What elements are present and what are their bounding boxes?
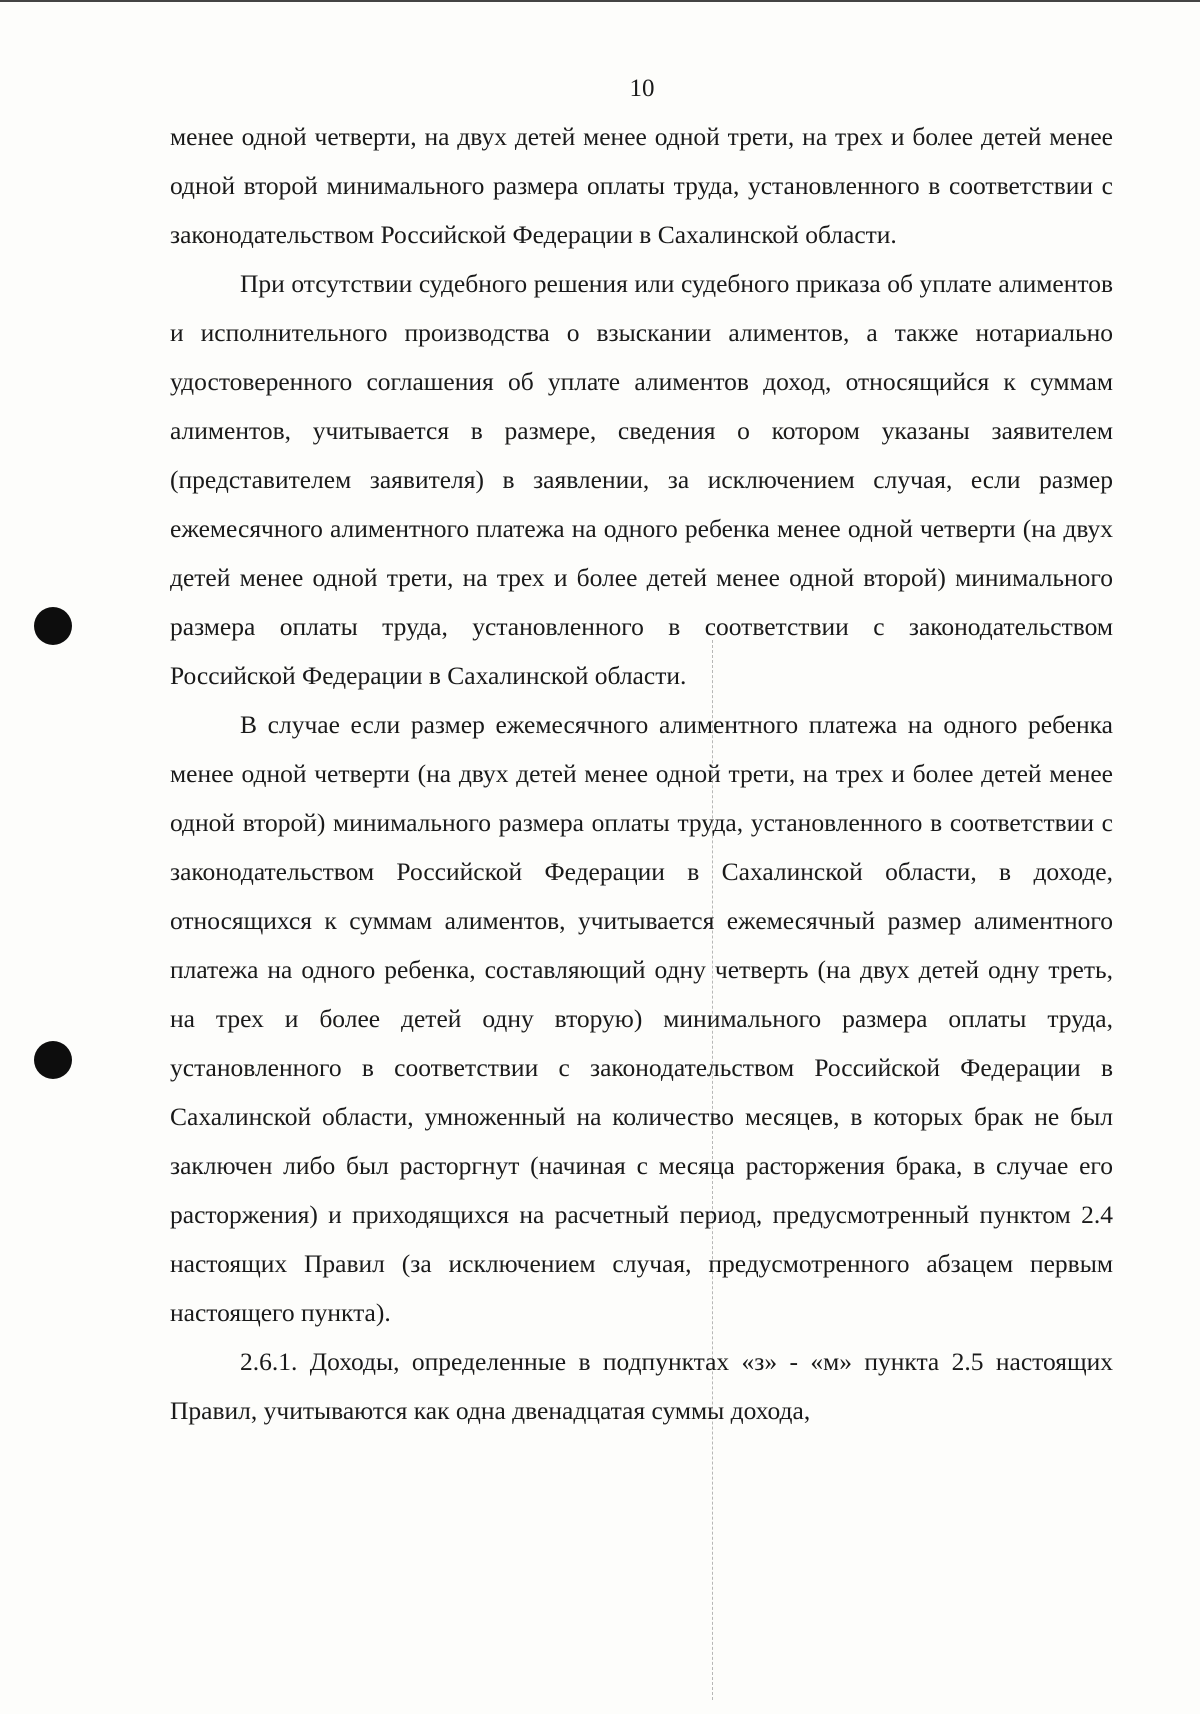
- page-number: 10: [629, 75, 655, 102]
- paragraph-alimony-below-minimum: В случае если размер ежемесячного алиментного платежа на одного ребенка менее одной четверти (на двух детей менее одной трети, на трех и более детей менее одной второй) минимального размера оплаты труда, установленного в соответствии с законодательством Российской Федерации в Сахалинской области, в доходе, относящихся к суммам алиментов, учитывается ежемесячный размер алиментного платежа на одного ребенка, составляющий одну четверть (на двух детей одну треть, на трех и более детей одну вторую) минимального размера оплаты труда, установленного в соответствии с законодательством Российской Федерации в Сахалинской области, умноженный на количество месяцев, в которых брак не был заключен либо был расторгнут (начиная с месяца расторжения брака, в случае его расторжения) и приходящихся на расчетный период, предусмотренный пунктом 2.4 настоящих Правил (за исключением случая, предусмотренного абзацем первым настоящего пункта).: [170, 710, 1113, 1327]
- document-body: [170, 112, 1113, 1435]
- punch-hole-lower: [34, 1041, 72, 1079]
- paragraph-continuation: менее одной четверти, на двух детей менее одной трети, на трех и более детей менее одной второй минимального размера оплаты труда, установленного в соответствии с законодательством Российской Федерации в Сахалинской области.: [170, 122, 1113, 249]
- scan-top-edge: [0, 0, 1200, 2]
- punch-hole-upper: [34, 607, 72, 645]
- paragraph-no-court-decision: При отсутствии судебного решения или судебного приказа об уплате алиментов и исполнительного производства о взыскании алиментов, а также нотариально удостоверенного соглашения об уплате алиментов доход, относящийся к суммам алиментов, учитывается в размере, сведения о котором указаны заявителем (представителем заявителя) в заявлении, за исключением случая, если размер ежемесячного алиментного платежа на одного ребенка менее одной четверти (на двух детей менее одной трети, на трех и более детей менее одной второй) минимального размера оплаты труда, установленного в соответствии с законодательством Российской Федерации в Сахалинской области.: [170, 269, 1113, 690]
- paragraph-section-2-6-1: 2.6.1. Доходы, определенные в подпунктах «з» - «м» пункта 2.5 настоящих Правил, учитываются как одна двенадцатая суммы дохода,: [170, 1347, 1113, 1425]
